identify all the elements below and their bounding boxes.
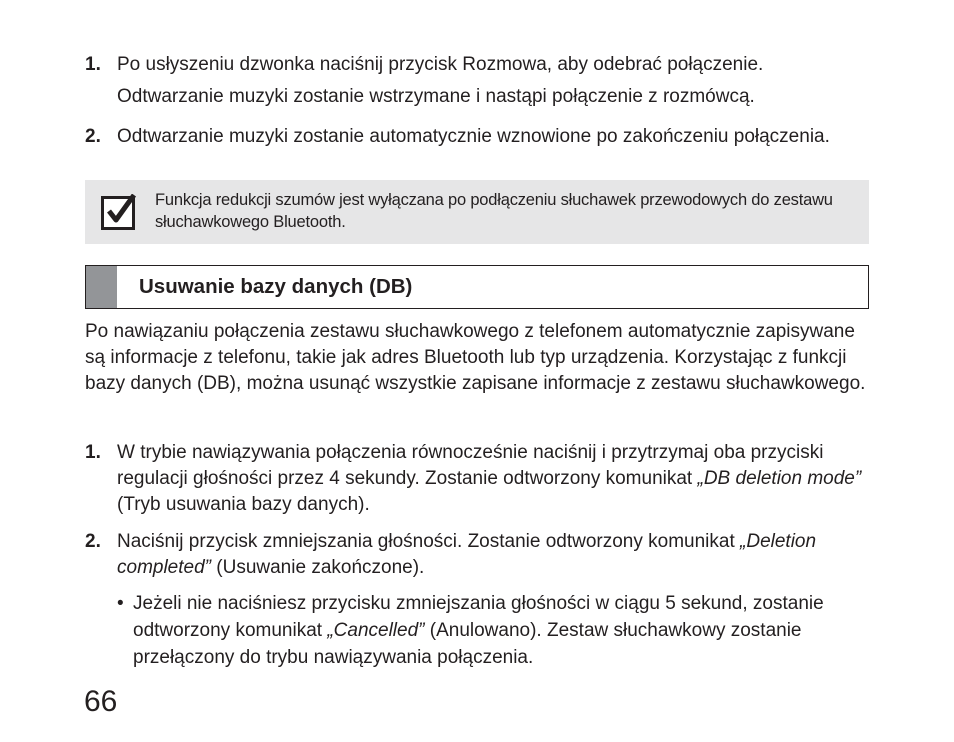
list-text: (Usuwanie zakończone). bbox=[211, 557, 425, 578]
bullet-text: (Anulowano). Zestaw słuchawkowy zostanie przełączony do trybu nawiązywania połączenia. bbox=[133, 620, 802, 668]
list-text: Po usłyszeniu dzwonka naciśnij przycisk Rozmowa, aby odebrać połączenie. bbox=[117, 54, 764, 75]
bullet-symbol: • bbox=[117, 593, 124, 614]
message-name: „Deletion completed” bbox=[117, 531, 817, 578]
message-name: „Cancelled” bbox=[327, 620, 425, 641]
message-name: „DB deletion mode” bbox=[697, 468, 862, 489]
list-number: 2. bbox=[85, 531, 101, 552]
list-text: Odtwarzanie muzyki zostanie automatycznie wznowione po zakończeniu połączenia. bbox=[117, 126, 830, 147]
section-bar bbox=[86, 266, 117, 308]
page-number: 66 bbox=[84, 685, 118, 718]
list-text: W trybie nawiązywania połączenia równocześnie naciśnij i przytrzymaj oba przyciski regulacji głośności przez 4 sekundy. Zostanie odtworzony komunikat bbox=[117, 442, 824, 489]
list-text: Odtwarzanie muzyki zostanie wstrzymane i nastąpi połączenie z rozmówcą. bbox=[117, 86, 755, 107]
note-text: Funkcja redukcji szumów jest wyłączana po podłączeniu słuchawek przewodowych do zestawu słuchawkowego Bluetooth. bbox=[155, 191, 833, 231]
list-number: 1. bbox=[85, 442, 101, 463]
bullet-text: Jeżeli nie naciśniesz przycisku zmniejszania głośności w ciągu 5 sekund, zostanie odtworzony komunikat bbox=[133, 593, 824, 641]
checkbox-check-icon bbox=[101, 194, 137, 230]
section-header bbox=[85, 265, 869, 309]
section-title: Usuwanie bazy danych (DB) bbox=[139, 275, 413, 298]
bullet-item bbox=[117, 590, 877, 671]
list-item bbox=[85, 124, 875, 150]
list-text: Naciśnij przycisk zmniejszania głośności. Zostanie odtworzony komunikat bbox=[117, 531, 741, 552]
list-item bbox=[85, 529, 875, 581]
note-box bbox=[85, 180, 869, 244]
list-number: 2. bbox=[85, 126, 101, 147]
list-item bbox=[85, 52, 875, 110]
list-item bbox=[85, 440, 875, 518]
section-paragraph: Po nawiązaniu połączenia zestawu słuchawkowego z telefonem automatycznie zapisywane są informacje z telefonu, takie jak adres Bluetooth lub typ urządzenia. Korzystając z funkcji bazy danych (DB), można usunąć wszystkie zapisane informacje z zestawu słuchawkowego. bbox=[85, 321, 866, 394]
list-text: (Tryb usuwania bazy danych). bbox=[117, 494, 370, 515]
list-number: 1. bbox=[85, 54, 101, 75]
